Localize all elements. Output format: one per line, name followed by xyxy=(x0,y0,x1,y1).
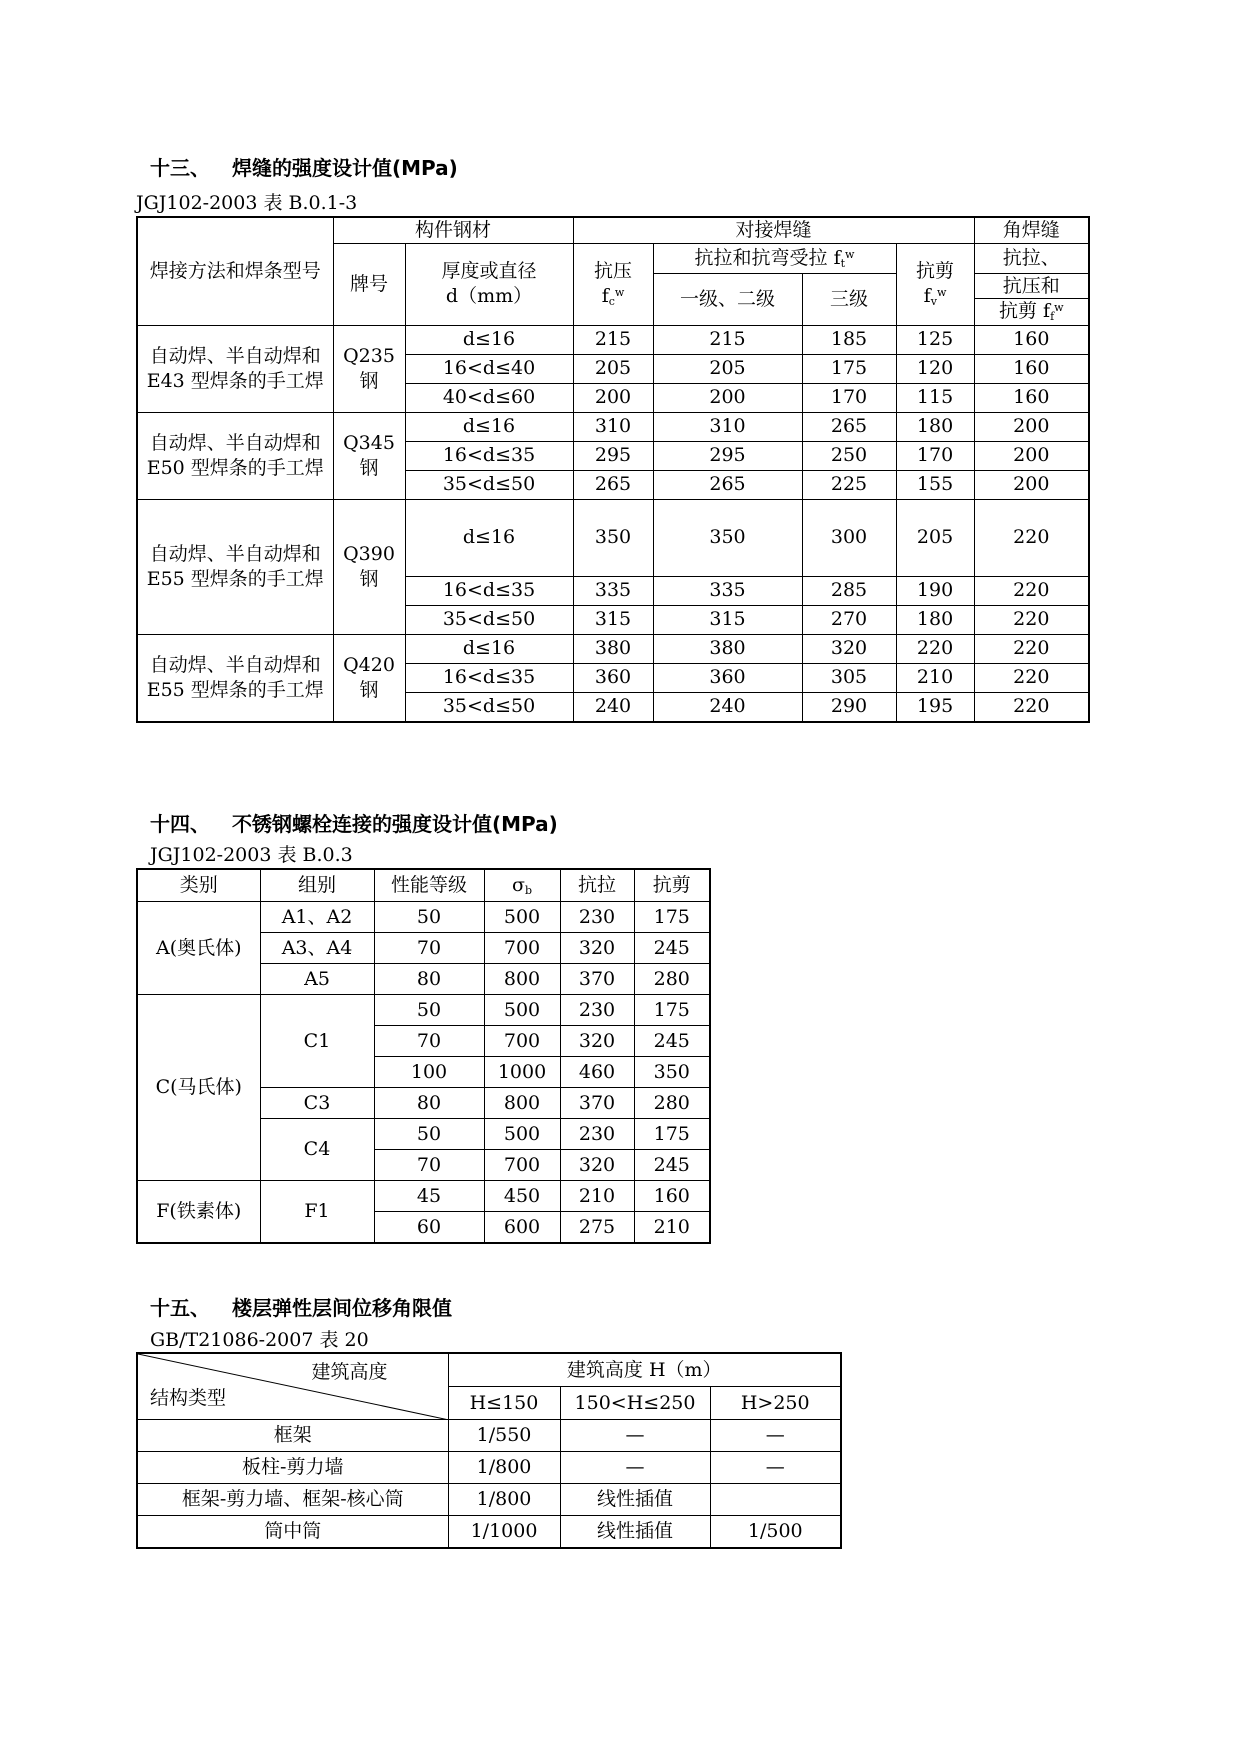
fillet-value: 160 xyxy=(974,383,1089,412)
structure-type: 筒中筒 xyxy=(137,1516,448,1549)
section-13-number: 十三、 xyxy=(150,156,210,180)
table-row xyxy=(137,499,1089,576)
limit-col-3: — xyxy=(710,1420,841,1452)
fillet-value: 220 xyxy=(974,692,1089,722)
group-name: A1、A2 xyxy=(260,902,374,933)
thickness-label: 厚度或直径 xyxy=(441,260,537,283)
shear-value: 190 xyxy=(896,576,974,605)
height-col-3: H>250 xyxy=(710,1387,841,1420)
section-14-title xyxy=(150,808,558,837)
tension-1-2-value: 360 xyxy=(653,663,802,692)
tension-value: 230 xyxy=(560,995,634,1026)
structure-type: 框架 xyxy=(137,1420,448,1452)
section-15-source: GB/T21086-2007 表 20 xyxy=(150,1329,369,1351)
bolt-strength-table xyxy=(136,868,711,1244)
limit-col-2: 线性插值 xyxy=(560,1484,710,1516)
welding-method: 自动焊、半自动焊和 E50 型焊条的手工焊 xyxy=(137,412,333,499)
tension-1-2-value: 200 xyxy=(653,383,802,412)
category-header: 类别 xyxy=(137,869,260,902)
steel-grade: Q345 钢 xyxy=(333,412,405,499)
tension-1-2-value: 215 xyxy=(653,325,802,354)
compression-value: 240 xyxy=(573,692,653,722)
tension-value: 275 xyxy=(560,1212,634,1244)
shear-value: 205 xyxy=(896,499,974,576)
shear-value: 155 xyxy=(896,470,974,499)
shear-value: 350 xyxy=(634,1057,710,1088)
weld-strength-table xyxy=(136,216,1090,723)
shear-value: 115 xyxy=(896,383,974,412)
table-row xyxy=(137,902,710,933)
limit-col-1: 1/800 xyxy=(448,1452,560,1484)
thickness-value: d≤16 xyxy=(405,634,573,663)
section-13-title xyxy=(150,152,458,181)
tension-3-value: 170 xyxy=(802,383,896,412)
sigma-value: 500 xyxy=(484,902,560,933)
performance-value: 45 xyxy=(374,1181,484,1212)
shear-sub: v xyxy=(930,294,937,308)
shear-value: 210 xyxy=(634,1212,710,1244)
height-col-1: H≤150 xyxy=(448,1387,560,1420)
compression-value: 295 xyxy=(573,441,653,470)
tension-value: 460 xyxy=(560,1057,634,1088)
tension-3-value: 265 xyxy=(802,412,896,441)
shear-value: 160 xyxy=(634,1181,710,1212)
fillet-value: 220 xyxy=(974,499,1089,576)
group-name: C1 xyxy=(260,995,374,1088)
sigma-value: 800 xyxy=(484,964,560,995)
height-col-2: 150<H≤250 xyxy=(560,1387,710,1420)
performance-value: 50 xyxy=(374,902,484,933)
section-15-title-text: 楼层弹性层间位移角限值 xyxy=(232,1296,452,1320)
header-row xyxy=(137,1353,841,1387)
tension-value: 230 xyxy=(560,1119,634,1150)
tension-value: 320 xyxy=(560,1150,634,1181)
fillet-value: 220 xyxy=(974,634,1089,663)
tension-3-value: 250 xyxy=(802,441,896,470)
tension-value: 370 xyxy=(560,964,634,995)
section-13-source: JGJ102-2003 表 B.0.1-3 xyxy=(136,192,358,214)
compression-value: 265 xyxy=(573,470,653,499)
shear-value: 245 xyxy=(634,1026,710,1057)
thickness-value: 16<d≤35 xyxy=(405,441,573,470)
compression-label: 抗压 xyxy=(594,260,633,283)
compression-value: 380 xyxy=(573,634,653,663)
table-row xyxy=(137,1452,841,1484)
tension-1-2-value: 350 xyxy=(653,499,802,576)
fillet-line2-3 xyxy=(974,273,1089,325)
steel-grade: Q420 钢 xyxy=(333,634,405,722)
welding-method: 自动焊、半自动焊和 E43 型焊条的手工焊 xyxy=(137,325,333,412)
section-15-title xyxy=(150,1292,452,1321)
fillet-value: 200 xyxy=(974,441,1089,470)
shear-label: 抗剪 xyxy=(916,260,955,283)
level-3-header: 三级 xyxy=(802,273,896,325)
shear-value: 175 xyxy=(634,995,710,1026)
limit-col-2: 线性插值 xyxy=(560,1516,710,1549)
tension-1-2-value: 380 xyxy=(653,634,802,663)
thickness-value: 35<d≤50 xyxy=(405,692,573,722)
compression-symbol: f xyxy=(601,284,609,307)
tension-3-value: 290 xyxy=(802,692,896,722)
shear-value: 180 xyxy=(896,605,974,634)
diagonal-bottom-label: 结构类型 xyxy=(150,1387,227,1410)
section-15-number: 十五、 xyxy=(150,1296,210,1320)
sigma-value: 1000 xyxy=(484,1057,560,1088)
shear-value: 120 xyxy=(896,354,974,383)
sigma-value: 600 xyxy=(484,1212,560,1244)
tension-1-2-value: 335 xyxy=(653,576,802,605)
tension-3-value: 285 xyxy=(802,576,896,605)
steel-header: 构件钢材 xyxy=(333,217,573,243)
structure-type: 框架-剪力墙、框架-核心筒 xyxy=(137,1484,448,1516)
performance-value: 80 xyxy=(374,1088,484,1119)
table-row xyxy=(137,1516,841,1549)
fillet-value: 160 xyxy=(974,354,1089,383)
welding-method: 自动焊、半自动焊和 E55 型焊条的手工焊 xyxy=(137,499,333,634)
shear-header: 抗剪 xyxy=(634,869,710,902)
sigma-value: 700 xyxy=(484,1026,560,1057)
shear-header xyxy=(896,243,974,325)
level-1-2-header: 一级、二级 xyxy=(653,273,802,325)
compression-value: 205 xyxy=(573,354,653,383)
shear-value: 210 xyxy=(896,663,974,692)
diagonal-header xyxy=(137,1353,448,1420)
sigma-value: 500 xyxy=(484,1119,560,1150)
performance-value: 60 xyxy=(374,1212,484,1244)
compression-value: 200 xyxy=(573,383,653,412)
drift-limit-table xyxy=(136,1352,842,1549)
tension-3-value: 300 xyxy=(802,499,896,576)
welding-method: 自动焊、半自动焊和 E55 型焊条的手工焊 xyxy=(137,634,333,722)
fillet-weld-header: 角焊缝 xyxy=(974,217,1089,243)
table-row xyxy=(137,995,710,1026)
thickness-value: 35<d≤50 xyxy=(405,470,573,499)
group-name: F1 xyxy=(260,1181,374,1244)
butt-weld-header: 对接焊缝 xyxy=(573,217,974,243)
tension-3-value: 225 xyxy=(802,470,896,499)
sigma-value: 450 xyxy=(484,1181,560,1212)
performance-value: 50 xyxy=(374,995,484,1026)
thickness-value: 16<d≤35 xyxy=(405,576,573,605)
limit-col-1: 1/1000 xyxy=(448,1516,560,1549)
fillet-value: 200 xyxy=(974,412,1089,441)
shear-value: 195 xyxy=(896,692,974,722)
table-row xyxy=(137,634,1089,663)
tension-1-2-value: 205 xyxy=(653,354,802,383)
tension-3-value: 270 xyxy=(802,605,896,634)
shear-value: 280 xyxy=(634,1088,710,1119)
tension-3-value: 185 xyxy=(802,325,896,354)
tension-sub: t xyxy=(840,256,846,270)
fillet-line3-sup: w xyxy=(1054,301,1064,315)
compression-sup: w xyxy=(614,285,625,299)
performance-value: 50 xyxy=(374,1119,484,1150)
category-name: A(奥氏体) xyxy=(137,902,260,995)
shear-symbol: f xyxy=(923,284,931,307)
performance-value: 100 xyxy=(374,1057,484,1088)
structure-type: 板柱-剪力墙 xyxy=(137,1452,448,1484)
limit-col-2: — xyxy=(560,1452,710,1484)
performance-value: 70 xyxy=(374,933,484,964)
shear-value: 245 xyxy=(634,1150,710,1181)
header-row xyxy=(137,217,1089,243)
compression-value: 335 xyxy=(573,576,653,605)
group-name: C4 xyxy=(260,1119,374,1181)
thickness-value: 40<d≤60 xyxy=(405,383,573,412)
performance-header: 性能等级 xyxy=(374,869,484,902)
group-name: C3 xyxy=(260,1088,374,1119)
tension-sup: w xyxy=(845,247,855,261)
group-name: A5 xyxy=(260,964,374,995)
section-13-title-text: 焊缝的强度设计值(MPa) xyxy=(232,156,458,180)
grade-header: 牌号 xyxy=(333,243,405,325)
fillet-line3 xyxy=(974,298,1089,324)
tension-1-2-value: 295 xyxy=(653,441,802,470)
performance-value: 70 xyxy=(374,1150,484,1181)
compression-value: 360 xyxy=(573,663,653,692)
steel-grade: Q390 钢 xyxy=(333,499,405,634)
tension-header xyxy=(653,243,896,273)
diagonal-top-label: 建筑高度 xyxy=(311,1361,388,1383)
tension-label: 抗拉和抗弯受拉 f xyxy=(694,246,841,269)
limit-col-3: 1/500 xyxy=(710,1516,841,1549)
performance-value: 70 xyxy=(374,1026,484,1057)
shear-value: 170 xyxy=(896,441,974,470)
compression-value: 315 xyxy=(573,605,653,634)
limit-col-3 xyxy=(710,1484,841,1516)
shear-value: 125 xyxy=(896,325,974,354)
shear-value: 180 xyxy=(896,412,974,441)
sigma-value: 700 xyxy=(484,1150,560,1181)
section-14-title-text: 不锈钢螺栓连接的强度设计值(MPa) xyxy=(232,812,558,836)
sigma-sub: b xyxy=(524,883,533,897)
table-row xyxy=(137,325,1089,354)
fillet-line3-text: 抗剪 f xyxy=(998,300,1051,323)
tension-value: 320 xyxy=(560,1026,634,1057)
fillet-value: 200 xyxy=(974,470,1089,499)
table-row xyxy=(137,412,1089,441)
thickness-header xyxy=(405,243,573,325)
table-row xyxy=(137,1181,710,1212)
shear-value: 220 xyxy=(896,634,974,663)
tension-1-2-value: 310 xyxy=(653,412,802,441)
shear-value: 175 xyxy=(634,902,710,933)
sigma-value: 500 xyxy=(484,995,560,1026)
fillet-line2: 抗压和 xyxy=(1002,274,1060,297)
limit-col-1: 1/550 xyxy=(448,1420,560,1452)
sigma-symbol: σ xyxy=(511,873,525,896)
group-header: 组别 xyxy=(260,869,374,902)
thickness-value: d≤16 xyxy=(405,412,573,441)
table-row xyxy=(137,1420,841,1452)
performance-value: 80 xyxy=(374,964,484,995)
sigma-header xyxy=(484,869,560,902)
sigma-value: 800 xyxy=(484,1088,560,1119)
fillet-line3-sub: f xyxy=(1050,310,1055,324)
group-name: A3、A4 xyxy=(260,933,374,964)
tension-3-value: 305 xyxy=(802,663,896,692)
fillet-value: 220 xyxy=(974,605,1089,634)
tension-3-value: 320 xyxy=(802,634,896,663)
thickness-value: 16<d≤40 xyxy=(405,354,573,383)
section-14-source: JGJ102-2003 表 B.0.3 xyxy=(150,844,353,866)
thickness-value: d≤16 xyxy=(405,499,573,576)
table-row xyxy=(137,1484,841,1516)
header-row xyxy=(137,869,710,902)
tension-value: 210 xyxy=(560,1181,634,1212)
tension-header: 抗拉 xyxy=(560,869,634,902)
thickness-value: 16<d≤35 xyxy=(405,663,573,692)
compression-value: 215 xyxy=(573,325,653,354)
fillet-value: 220 xyxy=(974,576,1089,605)
tension-1-2-value: 315 xyxy=(653,605,802,634)
tension-value: 320 xyxy=(560,933,634,964)
category-name: C(马氏体) xyxy=(137,995,260,1181)
fillet-line1: 抗拉、 xyxy=(974,243,1089,273)
shear-sup: w xyxy=(936,285,947,299)
thickness-unit: d（mm） xyxy=(445,285,533,308)
building-height-header: 建筑高度 H（m） xyxy=(448,1353,841,1387)
shear-value: 245 xyxy=(634,933,710,964)
limit-col-2: — xyxy=(560,1420,710,1452)
tension-value: 370 xyxy=(560,1088,634,1119)
steel-grade: Q235 钢 xyxy=(333,325,405,412)
tension-1-2-value: 240 xyxy=(653,692,802,722)
section-14-number: 十四、 xyxy=(150,812,210,836)
fillet-value: 220 xyxy=(974,663,1089,692)
shear-value: 175 xyxy=(634,1119,710,1150)
compression-value: 310 xyxy=(573,412,653,441)
sigma-value: 700 xyxy=(484,933,560,964)
compression-sub: c xyxy=(608,294,615,308)
thickness-value: 35<d≤50 xyxy=(405,605,573,634)
shear-value: 280 xyxy=(634,964,710,995)
tension-value: 230 xyxy=(560,902,634,933)
category-name: F(铁素体) xyxy=(137,1181,260,1244)
limit-col-3: — xyxy=(710,1452,841,1484)
method-header: 焊接方法和焊条型号 xyxy=(137,217,333,325)
compression-value: 350 xyxy=(573,499,653,576)
tension-1-2-value: 265 xyxy=(653,470,802,499)
compression-header xyxy=(573,243,653,325)
limit-col-1: 1/800 xyxy=(448,1484,560,1516)
thickness-value: d≤16 xyxy=(405,325,573,354)
tension-3-value: 175 xyxy=(802,354,896,383)
fillet-value: 160 xyxy=(974,325,1089,354)
